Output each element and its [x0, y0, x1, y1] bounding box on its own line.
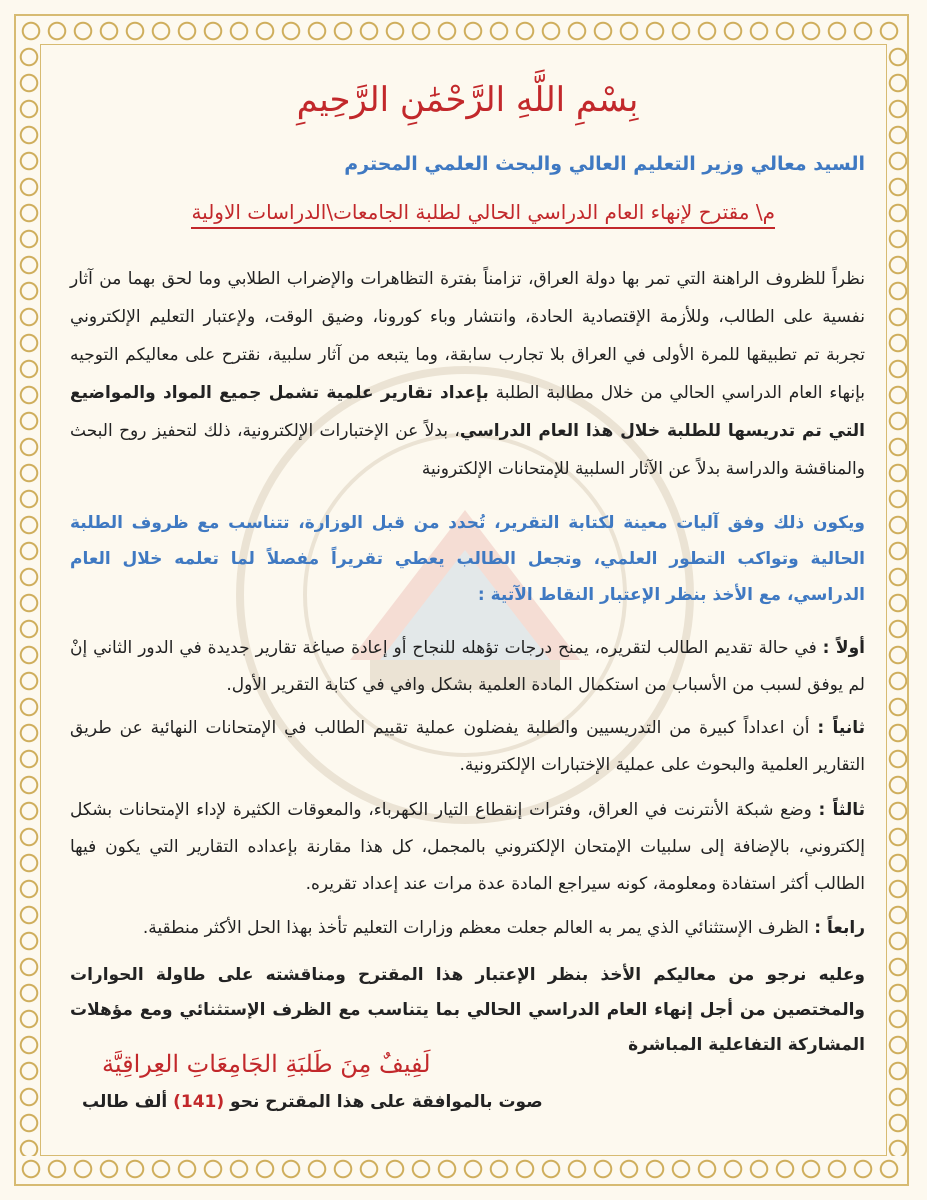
- votes-text-before: صوت بالموافقة على هذا المقترح نحو: [224, 1092, 543, 1112]
- point-1-label: أولاً :: [822, 638, 865, 658]
- intro-paragraph: [70, 260, 865, 488]
- point-3: [70, 792, 865, 903]
- addressee-line: السيد معالي وزير التعليم العالي والبحث العلمي المحترم: [344, 153, 865, 175]
- basmala-heading: بِسْمِ اللَّهِ الرَّحْمَٰنِ الرَّحِيمِ: [296, 80, 639, 120]
- votes-count: (141): [173, 1092, 225, 1112]
- mechanism-paragraph: ويكون ذلك وفق آليات معينة لكتابة التقرير، تُحدد من قبل الوزارة، تتناسب مع ظروف الطلبة الحالية وتواكب التطور العلمي، وتجعل الطالب يعطي تقريراً مفصلاً لما تعلمه خلال العام الدراسي، مع الأخذ بنظر الإعتبار النقاط الآتية :: [70, 513, 865, 605]
- point-4-label: رابعاً :: [814, 918, 865, 938]
- point-2-label: ثانياً :: [817, 718, 865, 738]
- point-2-text: أن اعداداً كبيرة من التدريسيين والطلبة يفضلون عملية تقييم الطالب في الإمتحانات النهائية عن طريق التقارير العلمية والبحوث على عملية الإختبارات الإلكترونية.: [70, 718, 865, 775]
- point-4: [70, 910, 865, 947]
- intro-text-a: نظراً للظروف الراهنة التي تمر بها دولة العراق، تزامناً بفترة التظاهرات والإضراب الطلابي وما لحق بهما من آثار نفسية على الطالب، وللأزمة الإقتصادية الحادة، وانتشار وباء كورونا، وضيق الوقت، ولإعتبار التعليم الإلكتروني تجربة تم تطبيقها للمرة الأولى في العراق بلا تجارب سابقة، وما يتبعه من آثار سلبية، نقترح على معاليكم التوجيه بإنهاء العام الدراسي الحالي من خلال مطالبة الطلبة: [70, 269, 866, 403]
- signature: لَفِيفٌ مِنَ طَلبَةِ الجَامِعَاتِ العِراقِيَّة: [102, 1050, 431, 1078]
- point-2: [70, 710, 865, 784]
- point-1: [70, 630, 865, 704]
- intro-text-bold: بإعداد تقارير علمية تشمل جميع المواد والمواضيع التي تم تدريسها للطلبة خلال هذا العام الدراسي: [70, 383, 865, 441]
- point-3-label: ثالثاً :: [818, 800, 865, 820]
- subject-line: م\ مقترح لإنهاء العام الدراسي الحالي لطلبة الجامعات\الدراسات الاولية: [191, 200, 775, 229]
- point-4-text: الظرف الإستثنائي الذي يمر به العالم جعلت معظم وزارات التعليم تأخذ بهذا الحل الأكثر منطقية.: [142, 918, 815, 938]
- closing-paragraph: وعليه نرجو من معاليكم الأخذ بنظر الإعتبار هذا المقترح ومناقشته على طاولة الحوارات والمختصين من أجل إنهاء العام الدراسي الحالي بما يتناسب مع الظرف الإستثنائي ومع مؤهلات المشاركة التفاعلية المباشرة: [70, 965, 865, 1055]
- point-1-text: في حالة تقديم الطالب لتقريره، يمنح درجات تؤهله للنجاح أو إعادة صياغة تقارير جديدة في الدور الثاني إنْ لم يوفق لسبب من الأسباب من استكمال المادة العلمية بشكل وافي في كتابة التقرير الأول.: [70, 638, 865, 695]
- point-3-text: وضع شبكة الأنترنت في العراق، وفترات إنقطاع التيار الكهرباء، والمعوقات الكثيرة لإداء الإمتحانات بشكل إلكتروني، بالإضافة إلى سلبيات الإمتحان الإلكتروني بالمجمل، كل هذا مقارنة بإعداده التقارير التي يكون فيها الطالب أكثر استفادة ومعلومة، كونه سيراجع المادة عدة مرات عند إعداد تقريره.: [70, 800, 865, 894]
- votes-text-after: ألف طالب: [82, 1092, 174, 1112]
- votes-line: [82, 1092, 543, 1112]
- intro-text-b: ، بدلاً عن الإختبارات الإلكترونية، ذلك لتحفيز روح البحث والمناقشة والدراسة بدلاً عن الآثار السلبية للإمتحانات الإلكترونية: [70, 421, 865, 479]
